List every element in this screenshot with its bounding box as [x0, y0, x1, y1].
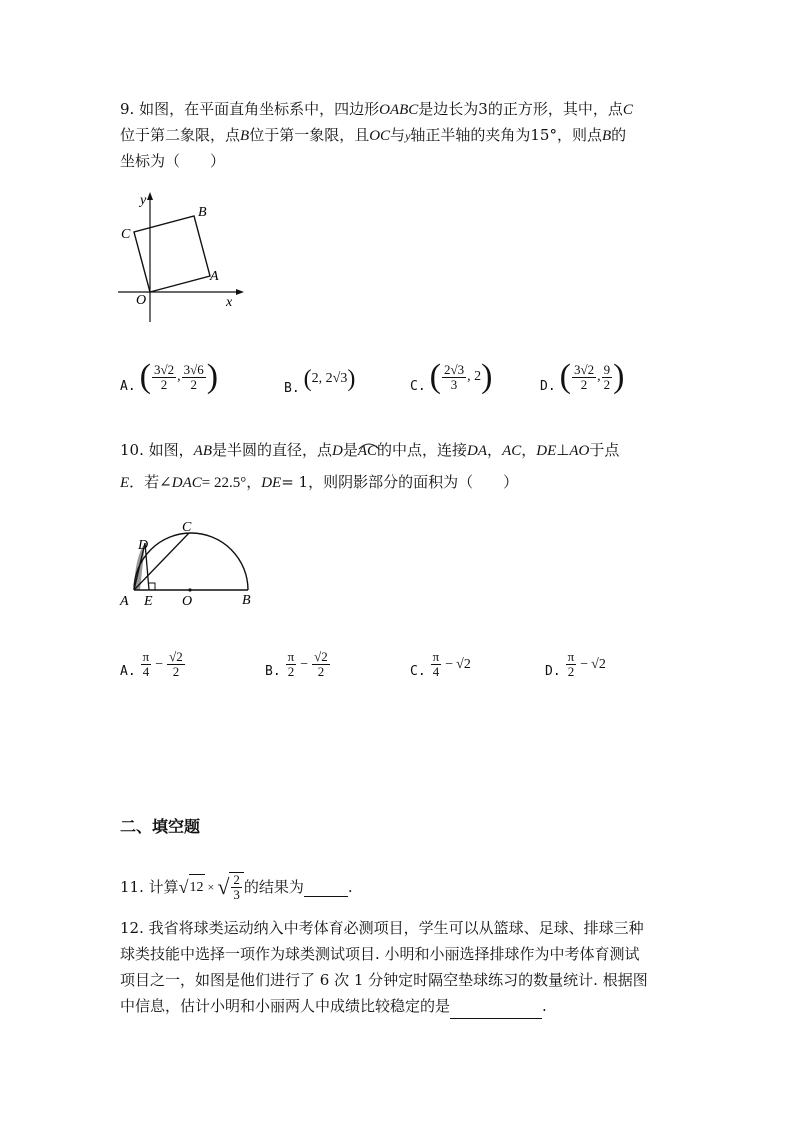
- q12-line2: 球类技能中选择一项作为球类测试项目. 小明和小丽选择排球作为中考体育测试: [120, 945, 640, 963]
- center-o: [188, 588, 191, 591]
- q9-figure-square: [112, 188, 252, 328]
- y-axis-arrow: [147, 192, 153, 200]
- q11-line: 11. 计算 √ 12 × √ $\frac{2}{3}$ 的结果为 .: [120, 872, 353, 902]
- q11-number: 11.: [120, 878, 144, 896]
- label-o: O: [182, 594, 193, 609]
- q12-line1: 12. 我省将球类运动纳入中考体育必测项目，学生可以从篮球、足球、排球三种: [120, 919, 644, 937]
- section-heading: 二、填空题: [120, 817, 201, 836]
- q9-option-a[interactable]: A. ( $\frac{3√2}{2}$ , $\frac{3√6}{2}$ ): [120, 358, 219, 395]
- q9-option-c[interactable]: C. ( $\frac{2√3}{3}$ , 2 ): [410, 358, 493, 395]
- label-o: O: [136, 293, 147, 308]
- q9-option-b[interactable]: B. ( 2 , 2√3 ): [284, 366, 356, 396]
- label-x: x: [226, 295, 233, 310]
- q10-figure-semicircle: [112, 516, 262, 610]
- label-a: A: [120, 594, 129, 609]
- semicircle-arc: [134, 533, 248, 590]
- q12-answer-blank[interactable]: [450, 1000, 542, 1019]
- label-d: D: [138, 538, 149, 553]
- label-b: B: [242, 593, 251, 608]
- q12-number: 12.: [120, 919, 144, 937]
- label-a: A: [210, 269, 219, 284]
- q11-expression: √ 12 × √ $\frac{2}{3}$: [179, 872, 244, 902]
- q9-line1: 9. 如图，在平面直角坐标系中，四边形OABC是边长为3的正方形，其中，点C: [120, 100, 633, 118]
- label-c: C: [121, 227, 131, 242]
- q10-option-c[interactable]: C. $\frac{\pi}{4}$ − √2: [410, 649, 471, 679]
- q10-line2: E．若∠DAC= 22.5°，DE= 1，则阴影部分的面积为（ ）: [120, 473, 519, 491]
- label-y: y: [140, 193, 147, 208]
- q11-answer-blank[interactable]: [304, 878, 348, 897]
- q12-line3: 项目之一，如图是他们进行了 6 次 1 分钟定时隔空垫球练习的数量统计. 根据图: [120, 971, 648, 989]
- q9-number: 9.: [120, 100, 135, 118]
- q10-option-b[interactable]: B. $\frac{\pi}{2}$ − $\frac{√2}{2}$: [265, 649, 328, 679]
- label-e: E: [144, 594, 153, 609]
- label-c: C: [182, 520, 192, 535]
- q9-option-d[interactable]: D. ( $\frac{3√2}{2}$ , $\frac{9}{2}$ ): [540, 358, 625, 395]
- label-b: B: [198, 205, 207, 220]
- q10-option-d[interactable]: D. $\frac{\pi}{2}$ − √2: [545, 649, 606, 679]
- q12-line4: 中信息，估计小明和小丽两人中成绩比较稳定的是 .: [120, 993, 680, 1019]
- arc-ac: AC: [357, 443, 378, 459]
- q10-option-a[interactable]: A. $\frac{\pi}{4}$ − $\frac{√2}{2}$: [120, 649, 183, 679]
- square-oabc: [134, 216, 210, 292]
- q10-line1: 10. 如图，AB是半圆的直径，点D是AC 的中点，连接DA，AC，DE⊥AO于点: [120, 441, 620, 459]
- q10-number: 10.: [120, 441, 144, 459]
- q9-line3: 坐标为（ ）: [120, 152, 226, 170]
- q9-line2: 位于第二象限，点B位于第一象限，且OC与y轴正半轴的夹角为15°，则点B的: [120, 126, 627, 144]
- x-axis-arrow: [236, 289, 244, 295]
